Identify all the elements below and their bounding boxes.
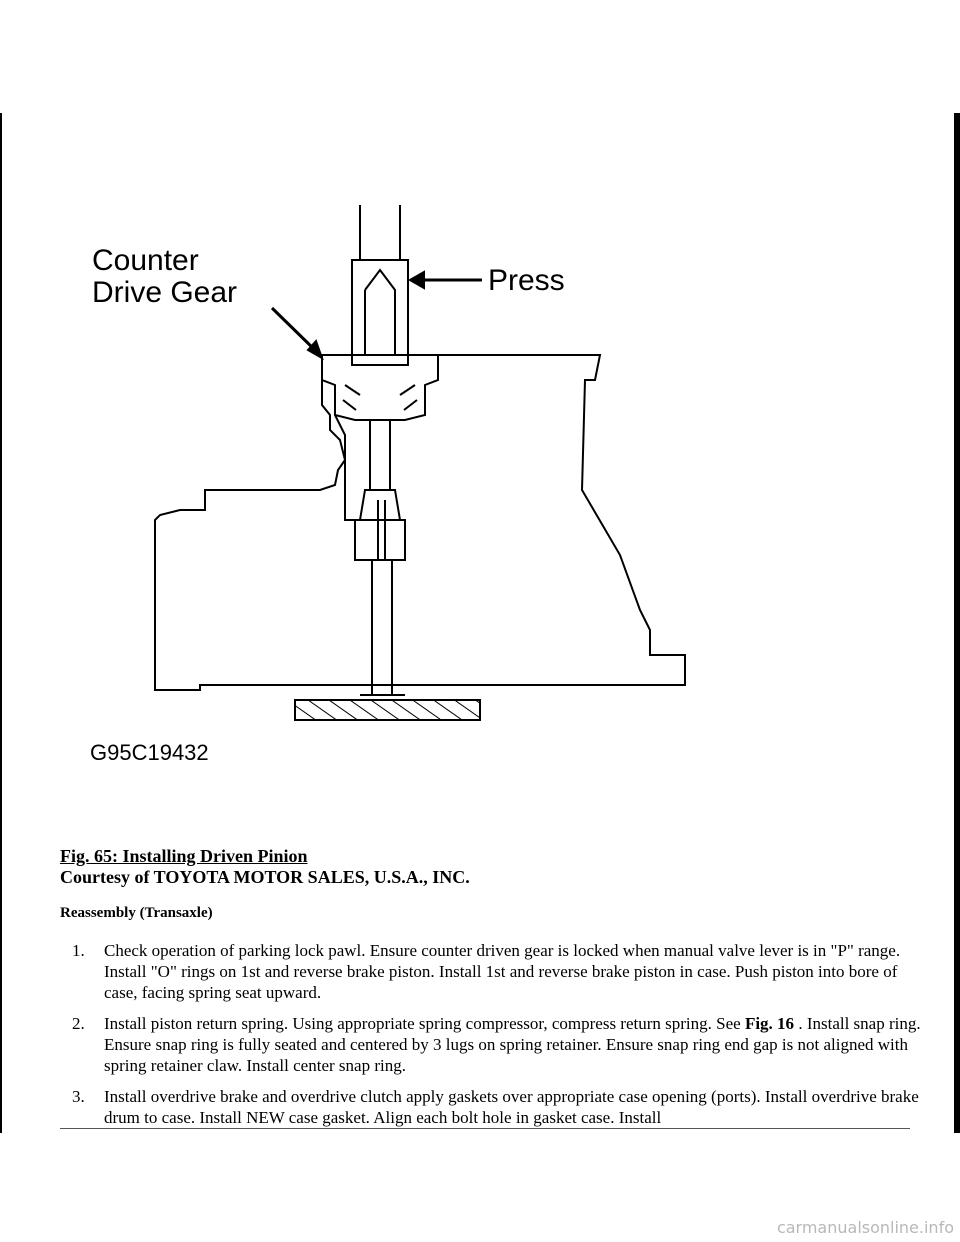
- figure-installing-driven-pinion: [60, 190, 780, 790]
- step-text-after: . Install snap ring. Ensure snap ring is fully seated and centered by 3 lugs on spring retainer. Ensure snap ring end gap is not aligned with spring retainer claw. Install center snap ring.: [104, 1014, 921, 1075]
- support-upper: [355, 520, 405, 560]
- press-ram: [360, 205, 400, 260]
- step-number: 2.: [72, 1014, 85, 1033]
- bottom-rule: [60, 1128, 910, 1129]
- shaft-collar: [360, 490, 400, 520]
- support-tube: [372, 560, 392, 695]
- label-counter-drive-gear-line1: Counter: [92, 244, 199, 277]
- page-frame-left: [0, 113, 2, 1133]
- figure-caption-title[interactable]: Fig. 65: Installing Driven Pinion: [60, 846, 308, 866]
- figure-drawing: [60, 190, 780, 790]
- section-heading: Reassembly (Transaxle): [60, 905, 213, 921]
- press-adapter: [352, 260, 408, 355]
- step-item: [60, 1086, 930, 1128]
- transaxle-case: [155, 355, 685, 690]
- case-inner-wall: [322, 380, 355, 520]
- counter-drive-gear: [322, 355, 438, 420]
- step-text-before: Install piston return spring. Using appropriate spring compressor, compress return spring. See: [104, 1014, 745, 1033]
- pinion-shaft: [370, 420, 390, 490]
- step-text: Install overdrive brake and overdrive clutch apply gaskets over appropriate case opening (ports). Install overdrive brake drum to case. Install NEW case gasket. Align each bolt hole in gasket case. Install: [104, 1087, 919, 1127]
- figure-code: G95C19432: [90, 740, 209, 765]
- press-arrowhead: [410, 272, 424, 288]
- step-number: 1.: [72, 941, 85, 960]
- steps-list: [60, 940, 930, 1138]
- shaft-bore: [378, 500, 385, 560]
- label-counter-drive-gear-line2: Drive Gear: [92, 276, 238, 309]
- step-text: Check operation of parking lock pawl. Ensure counter driven gear is locked when manual valve lever is in "P" range. Install "O" rings on 1st and reverse brake piston. Install 1st and reverse brake piston in case. Push piston into bore of case, facing spring seat upward.: [104, 941, 901, 1002]
- fig-16-link[interactable]: Fig. 16: [744, 1014, 795, 1033]
- step-item: [60, 940, 930, 1003]
- bench-block: [295, 700, 480, 720]
- step-item: [60, 1013, 930, 1076]
- gear-teeth: [343, 385, 417, 410]
- adapter-bore: [365, 270, 395, 355]
- step-number: 3.: [72, 1087, 85, 1106]
- figure-caption-credit: Courtesy of TOYOTA MOTOR SALES, U.S.A., INC.: [60, 867, 470, 887]
- page-frame-right: [954, 113, 960, 1133]
- watermark: carmanualsonline.info: [776, 1218, 954, 1237]
- label-press: Press: [488, 264, 565, 297]
